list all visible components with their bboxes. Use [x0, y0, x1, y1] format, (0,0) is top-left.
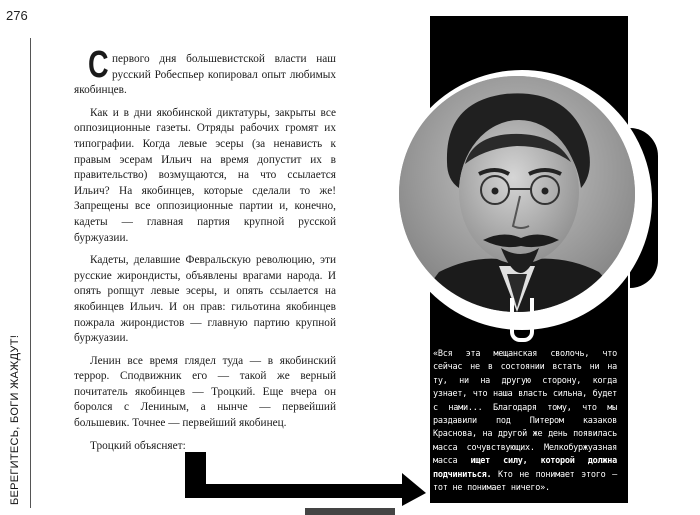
page-number: 276	[6, 8, 28, 23]
margin-rule	[30, 38, 31, 508]
quote-text-end: Кто не понимает этого — тот не понимает ничего».	[433, 469, 617, 494]
portrait-illustration	[399, 76, 635, 312]
paragraph-4: Ленин все время глядел туда — в якобинский террор. Сподвижник его — такой же верный почитатель якобинцев — Троцкий. Еще вчера он боролся с Лениным, а нынче — первейший большевик. Точнее — первейший якобинец.	[74, 354, 336, 430]
article-text	[74, 44, 336, 461]
portrait-hook	[510, 298, 534, 342]
running-head: БЕРЕГИТЕСЬ, БОГИ ЖАЖДУТ!	[9, 334, 21, 505]
quote-block	[433, 348, 617, 495]
quote-text-start: «Вся эта мещанская сволочь, что сейчас не в состоянии встать ни на ту, ни на другую сторону, когда узнает, что наша власть сильна, будет с нами... Благодаря тому, что мы раздавили под Питером казаков Краснова, на другой же день появилась масса сочувствующих. Мелкобуржуазная масса	[433, 349, 617, 467]
paragraph-3: Кадеты, делавшие Февральскую революцию, эти русские жирондисты, объявлены врагами народа. И опять ропщут левые эсеры, и опять ссылается на якобинцев Ильич. И он прав: гильотина якобинцев пожрала жирондистов — главную партию крупной буржуазии.	[74, 254, 336, 345]
portrait-photo	[399, 76, 635, 312]
quote-emphasis: ищет силу, которой должна подчиниться.	[433, 456, 617, 480]
drop-cap: С	[88, 44, 109, 86]
paragraph-5: Троцкий объясняет:	[90, 439, 186, 452]
paragraph-2: Как и в дни якобинской диктатуры, закрыты все оппозиционные газеты. Отряды рабочих громят их типографии. Когда левые эсеры (за ненависть к правым эсерам Ильич на время допустит их в правительство) возмущаются, на что ссылается Ильич? На якобинцев, которые сделали то же! Запрещены все оппозиционные партии и, конечно, кадеты — главная партия крупной русской буржуазии.	[74, 106, 336, 244]
arrow-graphic	[180, 440, 428, 510]
paragraph-1-text: первого дня большевистской власти наш русский Робеспьер копировал опыт любимых якобинцев.	[74, 53, 336, 97]
paragraph-1	[74, 44, 336, 99]
bottom-bar	[305, 508, 395, 515]
